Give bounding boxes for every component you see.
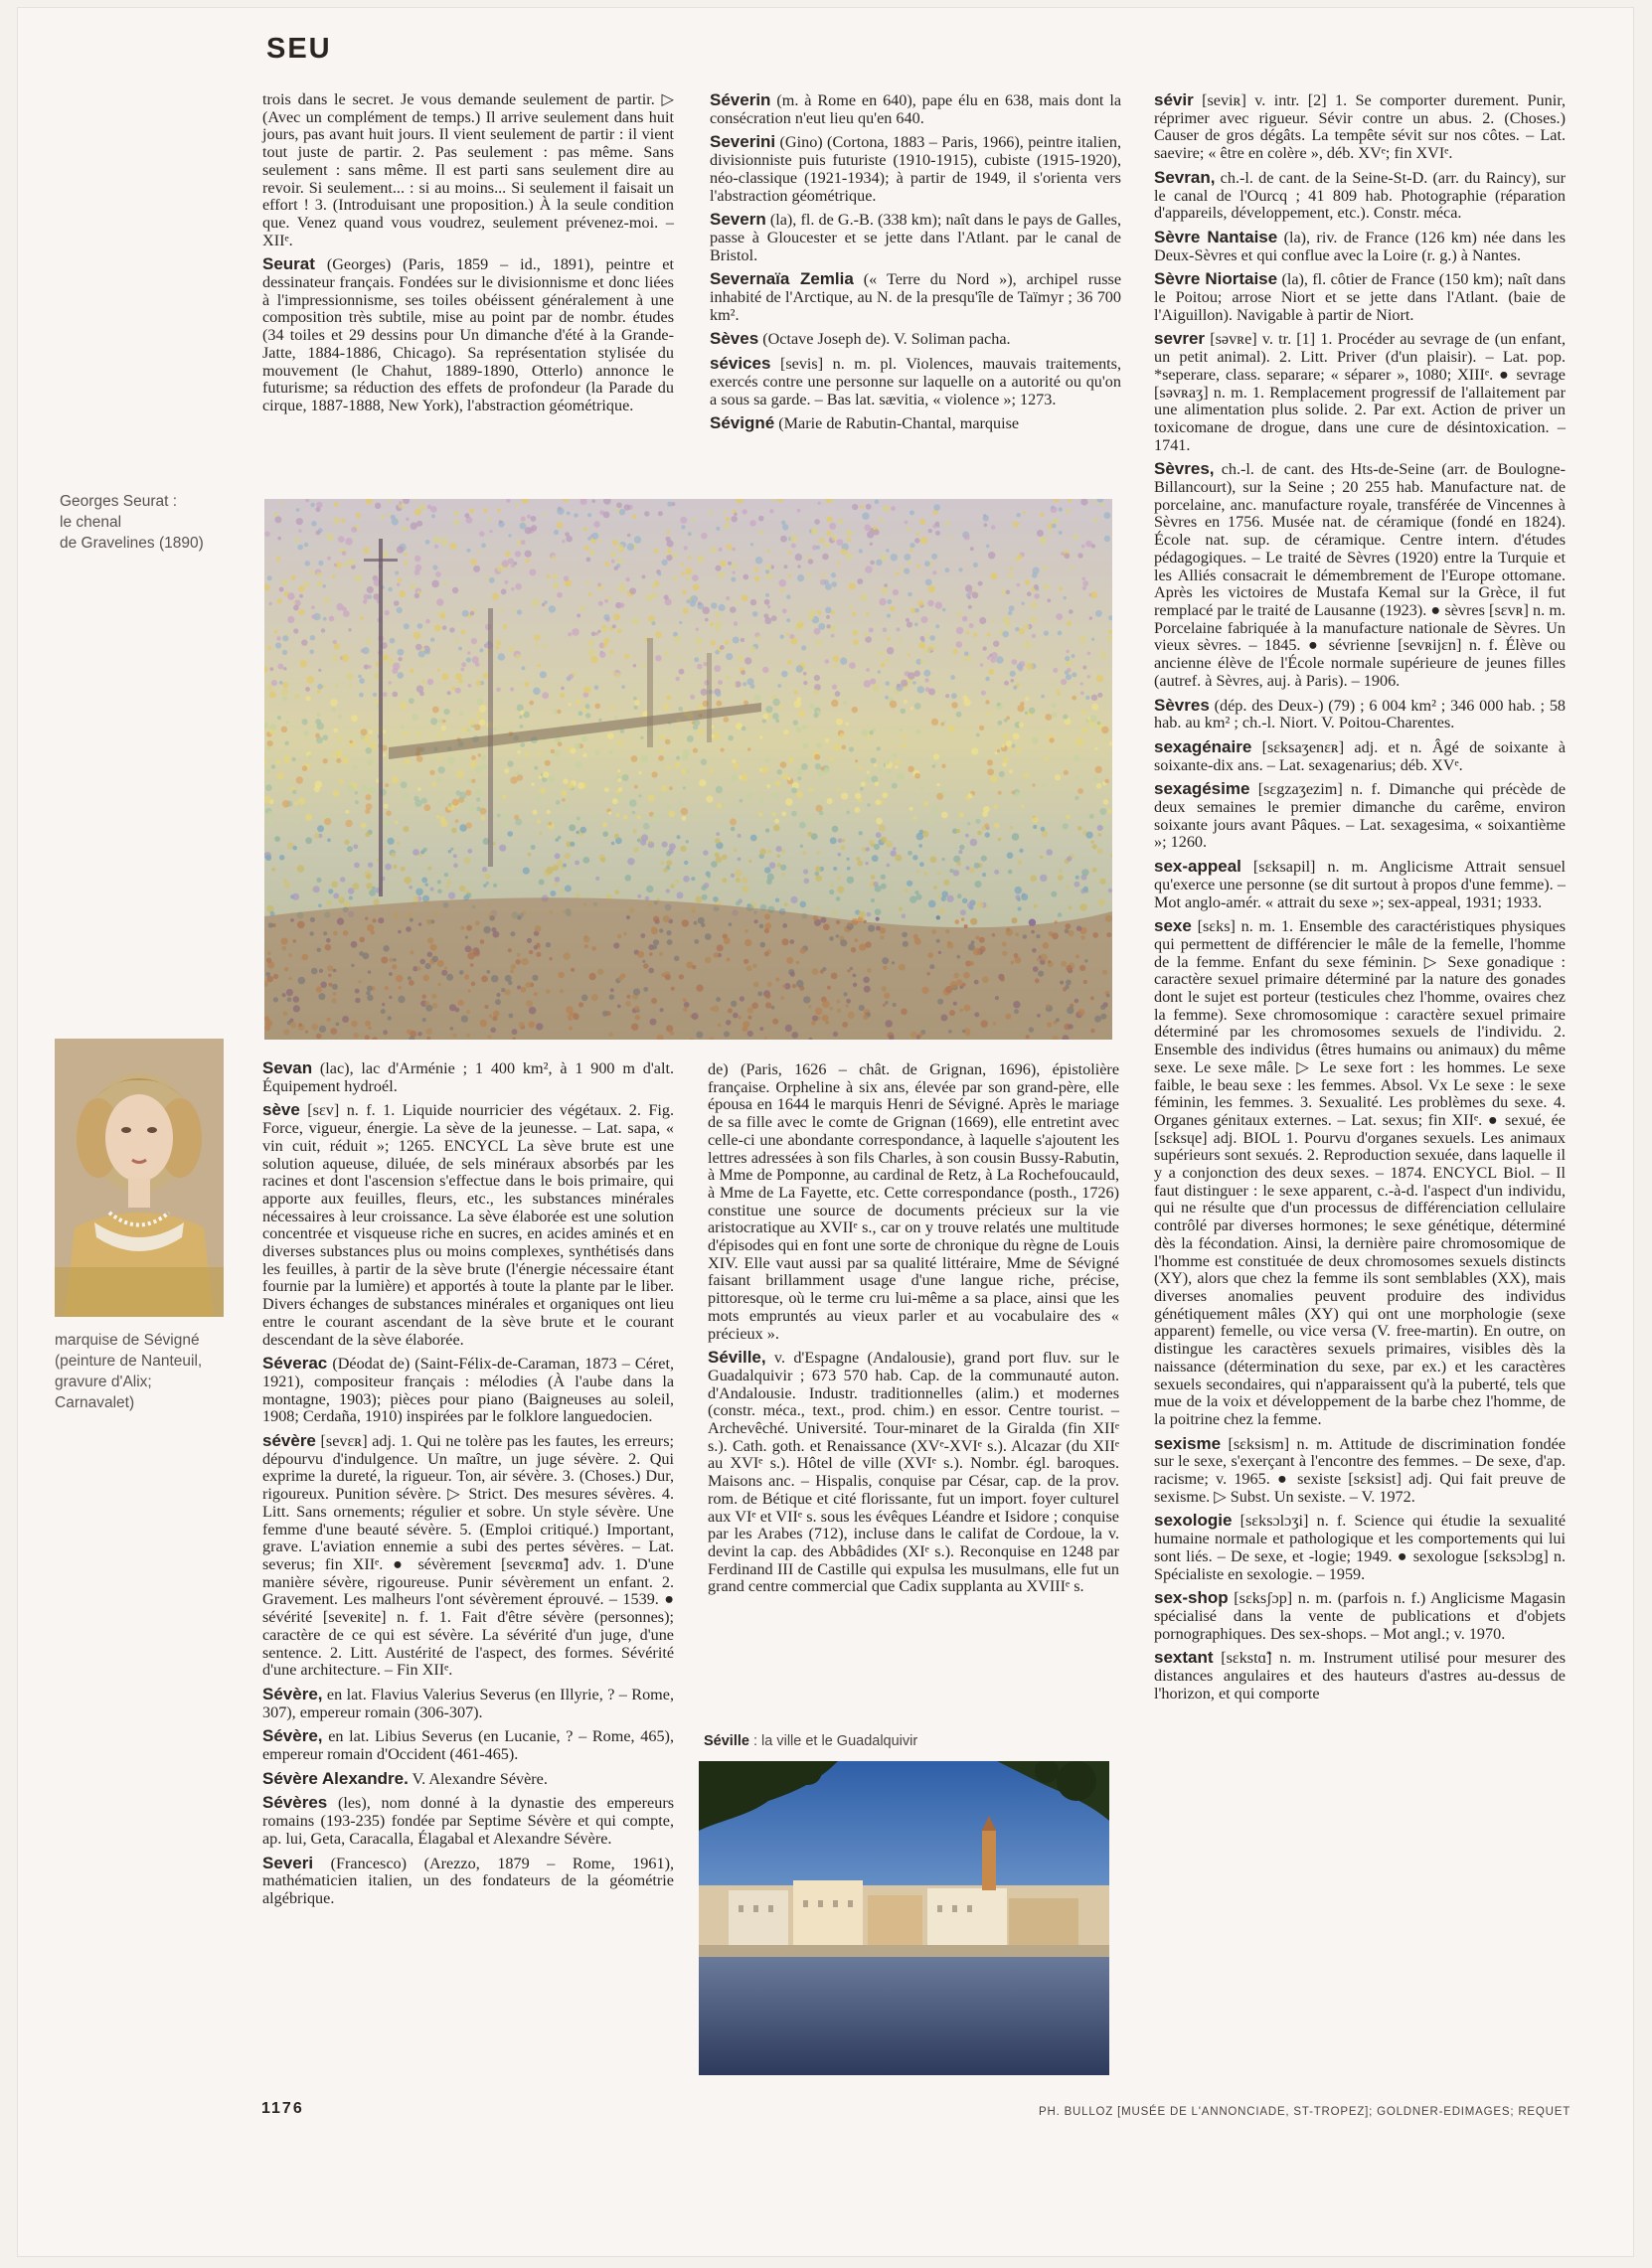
dictionary-entry xyxy=(1154,270,1566,324)
entry-headword: sextant xyxy=(1154,1648,1214,1668)
photo-credits: PH. BULLOZ [MUSÉE DE L'ANNONCIADE, ST-TROPEZ]; GOLDNER-EDIMAGES; REQUET xyxy=(1039,2106,1571,2118)
entry-text: (les), nom donné à la dynastie des empereurs romains (193-235) fondée par Septime Sévère et qui compte, ap. lui, Geta, Caracalla, Élagabal et Alexandre Sévère. xyxy=(262,1794,675,1848)
entry-text: [sɛksɔlɔʒi] n. f. Science qui étudie la sexualité humaine normale et pathologique et les comportements qui lui sont liés. – De sexe, et -logie; 1949. ● sexologue [sɛksɔlɔg] n. Spécialiste en sexologie. – 1959. xyxy=(1154,1512,1567,1583)
seville-caption-sub: : la ville et le Guadalquivir xyxy=(752,1733,918,1749)
dictionary-entry xyxy=(1154,330,1566,454)
dictionary-entry xyxy=(710,414,1121,433)
dictionary-entry xyxy=(710,91,1121,127)
dictionary-entry xyxy=(710,355,1121,408)
seurat-caption xyxy=(60,491,204,554)
entry-headword: Sèves xyxy=(710,329,759,349)
dictionary-entry xyxy=(710,270,1121,324)
dictionary-entry xyxy=(1154,780,1566,852)
dictionary-entry xyxy=(1154,1589,1566,1643)
seurat-caption-line: de Gravelines (1890) xyxy=(60,535,204,552)
dictionary-entry xyxy=(1154,738,1566,774)
entry-headword: Sévères xyxy=(262,1793,328,1813)
dictionary-entry xyxy=(262,1059,674,1095)
entry-headword: Sèvres xyxy=(1154,695,1210,715)
sevigne-caption-line: (peinture de Nanteuil, xyxy=(55,1353,203,1370)
sevigne-caption-line: Carnavalet) xyxy=(55,1394,135,1411)
page-number: 1176 xyxy=(261,2100,304,2117)
entry-headword: sexagénaire xyxy=(1154,736,1252,756)
entry-headword: Severini xyxy=(710,132,776,152)
entry-headword: Sévère, xyxy=(262,1726,323,1746)
entry-text: [sevɛʀ] adj. 1. Qui ne tolère pas les fautes, les erreurs; dépourvu d'indulgence. Un maître, un juge sévère. 2. Qui exprime la dureté, la rigueur. Ton, air sévère. 3. (Choses.) Dur, rigoureux. Punition sévère. ▷ Strict. Des mesures sévères. 4. Litt. Sans ornements; régulier et sobre. Un style sévère. Une femme d'une beauté sévère. 5. (Emploi critiqué.) Important, grave. L'aviation ennemie a subi des pertes sévères. – Lat. severus; fin XIIᵉ. ● sévèrement [sevɛʀmɑ̃] adv. 1. D'une manière sévère, rigoureuse. Punir sévèrement un enfant. 2. Gravement. Les malheurs l'ont sévèrement éprouvé. – 1539. ● sévérité [seveʀite] n. f. 1. Fait d'être sévère (personnes); caractère de ce qui est sévère. La sévérité d'un juge, d'une sentence. 2. Litt. Austérité de l'aspect, des formes. Sévérité d'une architecture. – Fin XIIᵉ. xyxy=(262,1432,674,1680)
entry-text: [sɛgzaʒezim] n. f. Dimanche qui précède de deux semaines le premier dimanche du carême, environ soixante jours avant Pâques. – Lat. sexagesima, « soixantième »; 1260. xyxy=(1154,780,1566,852)
entry-headword: Séville, xyxy=(708,1348,766,1368)
page-header: SEU xyxy=(266,33,332,65)
entry-headword: sex-appeal xyxy=(1154,857,1241,877)
entry-text: en lat. Libius Severus (en Lucanie, ? – Rome, 465), empereur romain d'Occident (461-465). xyxy=(262,1727,674,1764)
entry-text: [sɛksaʒenɛʀ] adj. et n. Âgé de soixante à soixante-dix ans. – Lat. sexagenarius; déb. XVᵉ. xyxy=(1154,737,1567,774)
entry-text: [sɛkstɑ̃] n. m. Instrument utilisé pour mesurer des distances angulaires et des hauteurs d'astres au-dessus de l'horizon, et qui comporte xyxy=(1154,1649,1566,1702)
dictionary-entry xyxy=(1154,1649,1566,1702)
entry-headword: Sévère, xyxy=(262,1684,323,1703)
entry-headword: sex-shop xyxy=(1154,1588,1229,1608)
dictionary-entry xyxy=(262,1727,674,1763)
entry-headword: sexisme xyxy=(1154,1433,1222,1453)
dictionary-entry xyxy=(1154,1435,1566,1507)
dictionary-entry xyxy=(262,255,674,414)
entry-headword: Severn xyxy=(710,210,766,230)
entry-text: (la), fl. côtier de France (150 km); naît dans le Poitou; arrose Niort et se jette dans l'Atlant. (baie de l'Aiguillon). Navigable à partir de Niort. xyxy=(1154,270,1566,324)
entry-headword: Sèvre Niortaise xyxy=(1154,269,1278,289)
column-2-bottom xyxy=(708,1061,1119,1602)
dictionary-entry xyxy=(1154,917,1566,1428)
entry-headword: sevrer xyxy=(1154,329,1206,349)
entry-text: (« Terre du Nord »), archipel russe inhabité de l'Arctique, au N. de la presqu'île de Taïmyr ; 36 700 km². xyxy=(710,270,1122,324)
entry-text: (Octave Joseph de). V. Soliman pacha. xyxy=(762,330,1011,349)
entry-headword: sévère xyxy=(262,1431,316,1451)
entry-headword: sévir xyxy=(1154,90,1194,109)
dictionary-entry xyxy=(262,1855,674,1908)
entry-text: [sɛks] n. m. 1. Ensemble des caractéristiques physiques qui permettent de différencier le mâle de la femelle, l'homme de la femme. Enfant du sexe féminin. ▷ Sexe gonadique : caractère sexuel primaire déterminé par la nature des gonades dont le sujet est porteur (testicules chez l'homme, ovaires chez la femme). Sexe chromosomique : caractère sexuel primaire déterminé par les chromosomes sexuels de l'individu. 2. Ensemble des individus (êtres humains ou animaux) du même sexe. Le sexe mâle. ▷ Le sexe fort : les hommes. Le sexe faible, le beau sexe : les femmes. Absol. Vx Le sexe : le sexe féminin, les femmes. 3. Sexualité. Les problèmes du sexe. 4. Organes génitaux externes. – Lat. sexus; fin XIIᵉ. ● sexué, ée [sɛksɥe] adj. BIOL 1. Pourvu d'organes sexuels. Les animaux supérieurs sont sexués. 2. Reproduction sexuée, dans laquelle il y a conjonction des deux sexes. – 1874. ENCYCL Biol. – Il faut distinguer : le sexe apparent, c.-à-d. l'aspect d'un individu, qui ne résulte que d'un processus de différenciation cellulaire contrôlé par diverses hormones; le sexe génétique, déterminé dès la fécondation. Ainsi, la dernière paire chromosomique de l'homme est constituée de deux chromosomes sexuels distincts (XY), alors que chez la femme ils sont semblables (XX), mais diverses anomalies peuvent produire des individus génétiquement mâles (XY) qui ont une morphologie (sexe apparent) femelle, ou vice versa (V. free-martin). En outre, on distingue les caractères sexuels primaires, visibles dès la naissance (détermination du sexe, par ex.) et les caractères sexuels secondaires, qui n'apparaissent qu'à la puberté, tels que mue de la voix et développement de la barbe chez l'homme, de la poitrine chez la femme. xyxy=(1154,917,1567,1428)
entry-text: en lat. Flavius Valerius Severus (en Illyrie, ? – Rome, 307), empereur romain (306-307). xyxy=(262,1685,674,1721)
sevigne-caption xyxy=(55,1330,239,1413)
entry-headword: Sévigné xyxy=(710,413,775,433)
entry-text: [səvʀe] v. tr. [1] 1. Procéder au sevrage de (un enfant, un petit animal). 2. Litt. Priver (d'un plaisir). – Lat. pop. *seperare, class. separare; « séparer », 1080; XIIIᵉ. ● sevrage [səvʀaʒ] n. m. 1. Remplacement progressif de l'allaitement par une alimentation plus solide. 2. Par ext. Action de priver un toxicomane de drogue, dans une cure de désintoxication. – 1741. xyxy=(1154,330,1567,454)
entry-text: de) (Paris, 1626 – chât. de Grignan, 1696), épistolière française. Orpheline à six ans, élevée par son grand-père, elle épousa en 1644 le marquis Henri de Sévigné. Après le mariage de sa fille avec le comte de Grignan (1669), elle entretint avec celle-ci une abondante correspondance, à laquelle s'ajoutent les lettres adressées à son fils Charles, à son cousin Bussy-Rabutin, à Mme de Pomponne, au cardinal de Retz, à La Rochefoucauld, à Mme de La Fayette, etc. Cette correspondance (posth., 1726) constitue une source de documents précieux sur la vie aristocratique au XVIIᵉ s., car on y trouve relatés une multitude d'épisodes qui en font une sorte de chronique du règne de Louis XIV. Elle vaut aussi par sa qualité littéraire, Mme de Sévigné faisant brillamment usage d'une langue riche, précise, pittoresque, où le terme cru lui-même a sa place, ainsi que les mots empruntés au vieux parler et au vocabulaire des « précieux ». xyxy=(708,1060,1119,1343)
dictionary-entry xyxy=(710,330,1121,349)
dictionary-entry xyxy=(1154,91,1566,163)
entry-headword: Sevran, xyxy=(1154,167,1216,187)
entry-text: (m. à Rome en 640), pape élu en 638, mais dont la consécration n'eut lieu qu'en 640. xyxy=(710,91,1122,127)
entry-headword: Severi xyxy=(262,1853,314,1872)
column-3 xyxy=(1154,91,1566,1708)
dictionary-entry xyxy=(262,1432,674,1680)
entry-text: [sevis] n. m. pl. Violences, mauvais traitements, exercés contre une personne sur laquelle on a autorité ou qu'on a sous sa garde. – Bas lat. sævitia, « violence »; 1273. xyxy=(710,355,1122,408)
dictionary-entry xyxy=(1154,1512,1566,1583)
entry-headword: Séverac xyxy=(262,1354,328,1374)
seville-caption-title: Séville xyxy=(704,1733,749,1749)
dictionary-entry xyxy=(262,91,674,249)
dictionary-entry xyxy=(708,1349,1119,1596)
entry-headword: Sevan xyxy=(262,1058,313,1077)
dictionary-entry xyxy=(262,1770,674,1789)
entry-text: ch.-l. de cant. des Hts-de-Seine (arr. de Boulogne-Billancourt), sur la Seine ; 20 255 hab. Manufacture nat. de porcelaine, anc. manufacture royale, transférée de Vincennes à Sèvres en 1756. Musée nat. de céramique (fondé en 1824). École nat. sup. de céramique. Centre intern. d'études pédagogiques. – Le traité de Sèvres (1920) entre la Turquie et les Alliés consacrait le démembrement de l'Europe ottomane. Après les victoires de Mustafa Kemal sur la Grèce, il fut remplacé par le traité de Lausanne (1923). ● sèvres [sɛvʀ] n. m. Porcelaine fabriquée à la manufacture nationale de Sèvres. Un vieux sèvres. – 1845. ● sévrienne [sevʀijɛn] n. f. Élève ou ancienne élève de l'École normale supérieure de jeunes filles (autref. à Sèvres, auj. à Paris). – 1906. xyxy=(1154,460,1566,690)
dictionary-entry xyxy=(262,1794,674,1848)
entry-headword: Sèvre Nantaise xyxy=(1154,227,1278,246)
entry-headword: Sévère Alexandre. xyxy=(262,1768,409,1788)
entry-text: V. Alexandre Sévère. xyxy=(412,1769,548,1788)
seurat-caption-line: Georges Seurat : xyxy=(60,493,178,510)
entry-text: (Francesco) (Arezzo, 1879 – Rome, 1961), mathématicien italien, un des fondateurs de la géométrie algébrique. xyxy=(262,1854,675,1907)
sevigne-caption-line: gravure d'Alix; xyxy=(55,1374,152,1390)
entry-headword: Sèvres, xyxy=(1154,459,1215,479)
entry-text: (Georges) (Paris, 1859 – id., 1891), peintre et dessinateur français. Fondées sur le divisionnisme et donc liées à l'impressionnisme, ses toiles obéissent généralement à une composition très subtile, mise au point par de nombr. études (34 toiles et 29 dessins pour Un dimanche d'été à la Grande-Jatte, 1884-1886, Chicago). Sa représentation stylisée du mouvement (le Chahut, 1889-1890, Otterlo) annonce le futurisme; sa réduction des effets de profondeur (la Parade du cirque, 1887-1888, New York), l'abstraction géométrique. xyxy=(262,255,674,414)
entry-headword: sexologie xyxy=(1154,1511,1233,1531)
dictionary-entry xyxy=(1154,169,1566,223)
dictionary-entry xyxy=(262,1101,674,1349)
column-1-top xyxy=(262,91,674,421)
entry-text: [sɛksʃɔp] n. m. (parfois n. f.) Anglicisme Magasin spécialisé dans la vente de publications et d'objets pornographiques. Des sex-shops. – Mot angl.; v. 1970. xyxy=(1154,1589,1567,1643)
entry-headword: sexagésime xyxy=(1154,779,1250,799)
entry-text: trois dans le secret. Je vous demande seulement de partir. ▷ (Avec un complément de temps.) Il arrive seulement dans huit jours, pas avant huit jours. Il vient seulement de partir : il vient tout juste de partir. 2. Pas seulement : pas même. Sans seulement : sans même. Il est parti sans seulement dire au revoir. Si seulement... : si au moins... Si seulement il faisait un effort ! 3. (Introduisant une proposition.) À la seule condition que. Venez quand vous voudrez, seulement prévenez-moi. – XIIᵉ. xyxy=(262,90,674,249)
dictionary-entry xyxy=(1154,229,1566,264)
entry-headword: sévices xyxy=(710,354,771,374)
dictionary-entry xyxy=(710,133,1121,205)
entry-text: (dép. des Deux-) (79) ; 6 004 km² ; 346 000 hab. ; 58 hab. au km² ; ch.-l. Niort. V. Poitou-Charentes. xyxy=(1154,696,1567,732)
entry-text: (Gino) (Cortona, 1883 – Paris, 1966), peintre italien, divisionniste puis futuriste (1910-1915), cubiste (1915-1920), néo-classique (1921-1934); à partir de 1949, il s'orienta vers l'abstraction géométrique. xyxy=(710,133,1122,205)
entry-text: (la), fl. de G.-B. (338 km); naît dans le pays de Galles, passe à Gloucester et se jette dans l'Atlant. par le canal de Bristol. xyxy=(710,211,1122,264)
dictionary-entry xyxy=(1154,858,1566,911)
sevigne-caption-line: marquise de Sévigné xyxy=(55,1332,200,1349)
entry-text: (lac), lac d'Arménie ; 1 400 km², à 1 900 m d'alt. Équipement hydroél. xyxy=(262,1059,674,1095)
entry-text: v. d'Espagne (Andalousie), grand port fluv. sur le Guadalquivir ; 673 570 hab. Cap. de la communauté auton. d'Andalousie. Industr. traditionnelles (alim.) et modernes (constr. méca., text., prod. chim.) en essor. Centre tourist. – Archevêché. Université. Tour-minaret de la Giralda (fin XIIᵉ s.). Cath. goth. et Renaissance (XVᵉ-XVIᵉ s.). Alcazar (du XIIᵉ au XVIᵉ s.). Hôtel de ville (XVIᵉ s.). Nombr. égl. baroques. Maisons anc. – Hispalis, conquise par César, cap. de la prov. rom. de Bétique et cité florissante, fut un import. foyer culturel aux VIᵉ et VIIᵉ s. sous les évêques Léandre et Isidore ; conquise par les Arabes (712), incluse dans le califat de Cordoue, la v. devint la cap. des Abbâdides (XIᵉ s.). Reconquise en 1248 par Ferdinand III de Castille qui expulsa les musulmans, elle fut un grand centre commercial que Cadix supplanta au XVIIIᵉ s. xyxy=(708,1349,1120,1596)
entry-text: [sɛv] n. f. 1. Liquide nourricier des végétaux. 2. Fig. Force, vigueur, énergie. La sève de la jeunesse. – Lat. sapa, « vin cuit, réduit »; 1265. ENCYCL La sève brute est une solution aqueuse, diluée, de sels minéraux absorbés par les racines et dont l'ascension s'effectue dans le bois primaire, qui apporte aux feuilles, fleurs, etc., les substances minérales nécessaires à leur croissance. La sève élaborée est une solution concentrée et visqueuse riche en sucres, en acides aminés et en diverses substances plus ou moins complexes, synthétisés dans les feuilles, à partir de la sève brute (l'énergie nécessaire étant fournie par la lumière) et apportés à toute la plante par le liber. Divers échanges de substances minérales et organiques ont lieu entre le courant ascendant de la sève brute et le courant descendant de la sève élaborée. xyxy=(262,1101,674,1349)
show-through-text xyxy=(55,773,234,788)
dictionary-entry xyxy=(708,1061,1119,1343)
entry-headword: Séverin xyxy=(710,90,771,109)
entry-headword: Severnaïa Zemlia xyxy=(710,269,854,289)
column-1-bottom xyxy=(262,1059,674,1914)
seville-caption xyxy=(704,1733,917,1749)
dictionary-entry xyxy=(1154,697,1566,732)
entry-headword: Seurat xyxy=(262,254,315,274)
seville-photo xyxy=(699,1761,1109,2075)
entry-text: (Marie de Rabutin-Chantal, marquise xyxy=(778,414,1020,433)
entry-headword: sexe xyxy=(1154,916,1192,936)
seurat-painting xyxy=(264,499,1112,1040)
entry-text: [sɛksism] n. m. Attitude de discrimination fondée sur le sexe, s'exerçant à l'encontre des femmes. – De sexe, d'ap. racisme; v. 1965. ● sexiste [sɛksist] adj. Qui fait preuve de sexisme. ▷ Subst. Un sexiste. – V. 1972. xyxy=(1154,1434,1567,1506)
dictionary-entry xyxy=(262,1686,674,1721)
seurat-caption-line: le chenal xyxy=(60,514,122,531)
entry-headword: sève xyxy=(262,1100,300,1120)
dictionary-entry xyxy=(262,1355,674,1426)
entry-text: [sɛksapil] n. m. Anglicisme Attrait sensuel qu'exerce une personne (se dit surtout à propos d'une femme). – Mot anglo-amér. « attrait du sexe »; sex-appeal, 1931; 1933. xyxy=(1154,858,1567,911)
dictionary-entry xyxy=(710,211,1121,264)
column-2-top xyxy=(710,91,1121,439)
dictionary-entry xyxy=(1154,460,1566,690)
entry-text: (la), riv. de France (126 km) née dans les Deux-Sèvres et qui conflue avec la Loire (r. g.) à Nantes. xyxy=(1154,228,1567,264)
entry-text: [seviʀ] v. intr. [2] 1. Se comporter durement. Punir, réprimer avec rigueur. Sévir contre un abus. 2. (Choses.) Causer de gros dégâts. La tempête sévit sur nos côtes. – Lat. saevire; « être en colère », déb. XVᵉ; fin XVIᵉ. xyxy=(1154,91,1566,163)
entry-text: (Déodat de) (Saint-Félix-de-Caraman, 1873 – Céret, 1921), compositeur français : mélodies (À l'aube dans la montagne, 1903); pièces pour piano (Baigneuses au soleil, 1908; Cerdaña, 1910) inspirées par le folklore languedocien. xyxy=(262,1355,674,1426)
entry-text: ch.-l. de cant. de la Seine-St-D. (arr. du Raincy), sur le canal de l'Ourcq ; 41 809 hab. Photographie (réparation d'appareils, développement, etc.). Constr. méca. xyxy=(1154,168,1566,223)
sevigne-portrait xyxy=(55,1039,224,1317)
